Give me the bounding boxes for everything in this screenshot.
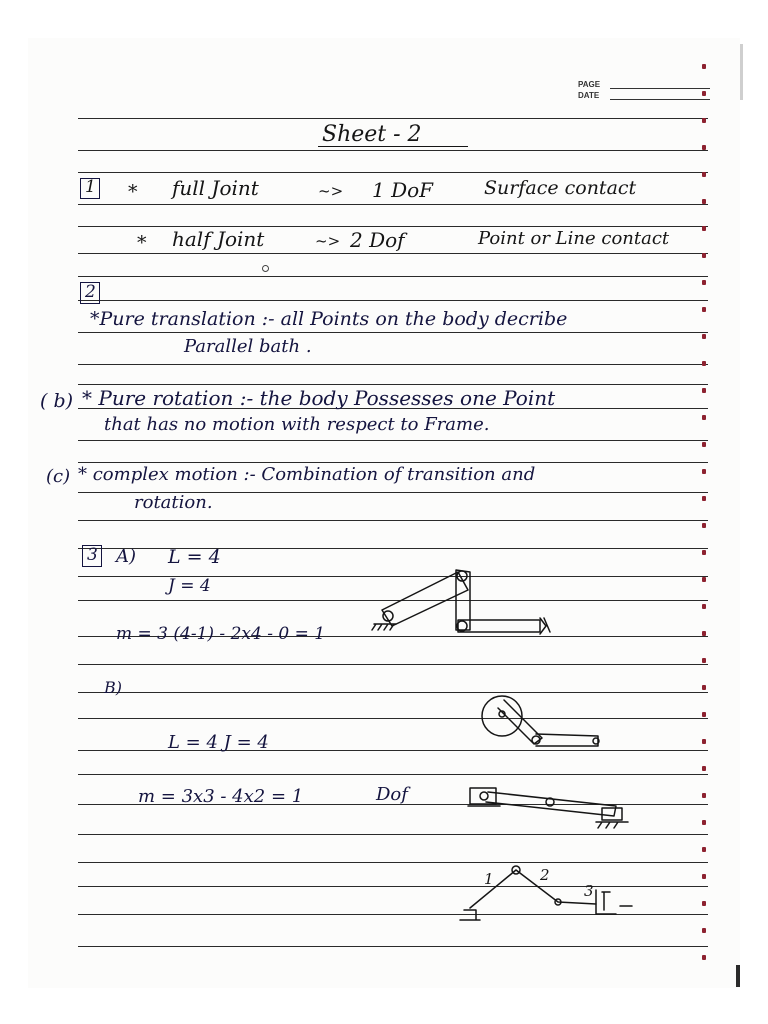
contact-type: Surface contact [484,177,637,199]
binding-mark [702,658,706,663]
contact-type: Point or Line contact [478,228,670,249]
binding-mark [702,199,706,204]
binding-mark [702,766,706,771]
binding-mark [702,847,706,852]
ruled-line [78,440,708,441]
binding-mark [702,64,706,69]
item-mark: (c) [46,466,71,487]
chain-link-label: 2 [540,866,550,884]
arrow-symbol: ~> [318,182,344,200]
joint-term: full Joint [172,176,259,200]
ruled-line [78,834,708,835]
ruled-line [78,946,708,947]
definition-translation-cont: Parallel bath . [184,336,312,357]
binding-shadow-bottom [736,965,740,987]
ruled-line [78,664,708,665]
ground-base [596,890,616,914]
mechanism-sketch-b3 [456,858,646,928]
ground-base [460,910,480,920]
bullet-star: * [137,232,147,254]
binding-mark [702,118,706,123]
mechanism-sketch-b2 [466,780,636,830]
dof-value: 2 Dof [350,228,405,252]
ruled-line [78,172,708,173]
ruled-line [78,462,708,463]
binding-mark [702,226,706,231]
binding-mark [702,307,706,312]
binding-mark [702,955,706,960]
page-label: PAGE [578,80,601,89]
definition-complex-motion: * complex motion :- Combination of transition and [78,464,536,485]
ruled-line [78,276,708,277]
mechanism-sketch-a [370,560,550,640]
chain-link-label: 3 [584,882,594,900]
link [486,792,616,816]
binding-mark [702,928,706,933]
arrow-symbol: ~> [315,232,341,250]
ruled-line [78,118,708,119]
ruled-line [78,300,708,301]
binding-mark [702,469,706,474]
binding-mark [702,91,706,96]
binding-mark [702,631,706,636]
chain-link-label: 1 [484,870,494,888]
part-mark: A) [116,546,137,567]
small-circle-mark [262,265,269,272]
dof-unit: Dof [376,784,408,805]
binding-mark [702,793,706,798]
date-label: DATE [578,91,600,100]
binding-mark [702,334,706,339]
binding-mark [702,901,706,906]
links-count: L = 4 [168,546,221,568]
ground-hatch [372,624,396,630]
binding-mark [702,820,706,825]
ruled-line [78,520,708,521]
slider-block [470,788,496,804]
definition-rotation-cont: that has no motion with respect to Frame. [104,414,490,435]
binding-mark [702,739,706,744]
page-line [610,88,710,89]
definition-complex-motion-cont: rotation. [134,492,213,513]
binding-mark [702,577,706,582]
item-mark: ( b) [40,390,74,412]
binding-mark [702,415,706,420]
ruled-line [78,150,708,151]
binding-mark [702,685,706,690]
date-line [610,99,710,100]
binding-mark [702,172,706,177]
question-number: 2 [85,282,96,302]
binding-mark [702,604,706,609]
part-mark: B) [104,678,122,697]
ruled-line [78,718,708,719]
ruled-line [78,364,708,365]
slider-block [602,808,622,820]
binding-shadow-top [740,44,743,100]
page-title: Sheet - 2 [322,122,422,147]
ruled-line [78,384,708,385]
binding-mark [702,361,706,366]
link [536,734,598,746]
ruled-line [78,692,708,693]
definition-rotation: * Pure rotation :- the body Possesses one Point [82,386,556,410]
binding-mark [702,388,706,393]
binding-mark [702,523,706,528]
binding-mark [702,712,706,717]
joint-pin [480,792,488,800]
binding-mark [702,280,706,285]
ruled-line [78,204,708,205]
link [382,572,468,626]
crank-disc [482,696,522,736]
binding-mark [702,145,706,150]
definition-translation: *Pure translation :- all Points on the body decribe [90,308,568,330]
title-underline [318,146,468,147]
binding-mark [702,496,706,501]
mechanism-sketch-b1 [480,690,610,750]
ground-hatch [540,618,550,634]
question-number: 1 [85,177,96,197]
joint-term: half Joint [172,227,265,251]
links-joints-count: L = 4 J = 4 [168,732,269,753]
question-number: 3 [87,545,98,565]
ruled-line [78,253,708,254]
mobility-equation: m = 3 (4-1) - 2x4 - 0 = 1 [116,624,326,644]
ruled-line [78,332,708,333]
dof-value: 1 DoF [372,178,434,202]
mobility-equation: m = 3x3 - 4x2 = 1 [138,786,304,807]
binding-mark [702,253,706,258]
binding-mark [702,874,706,879]
ruled-line [78,774,708,775]
binding-mark [702,550,706,555]
joints-count: J = 4 [168,576,211,596]
bullet-star: * [128,181,138,203]
binding-mark [702,442,706,447]
